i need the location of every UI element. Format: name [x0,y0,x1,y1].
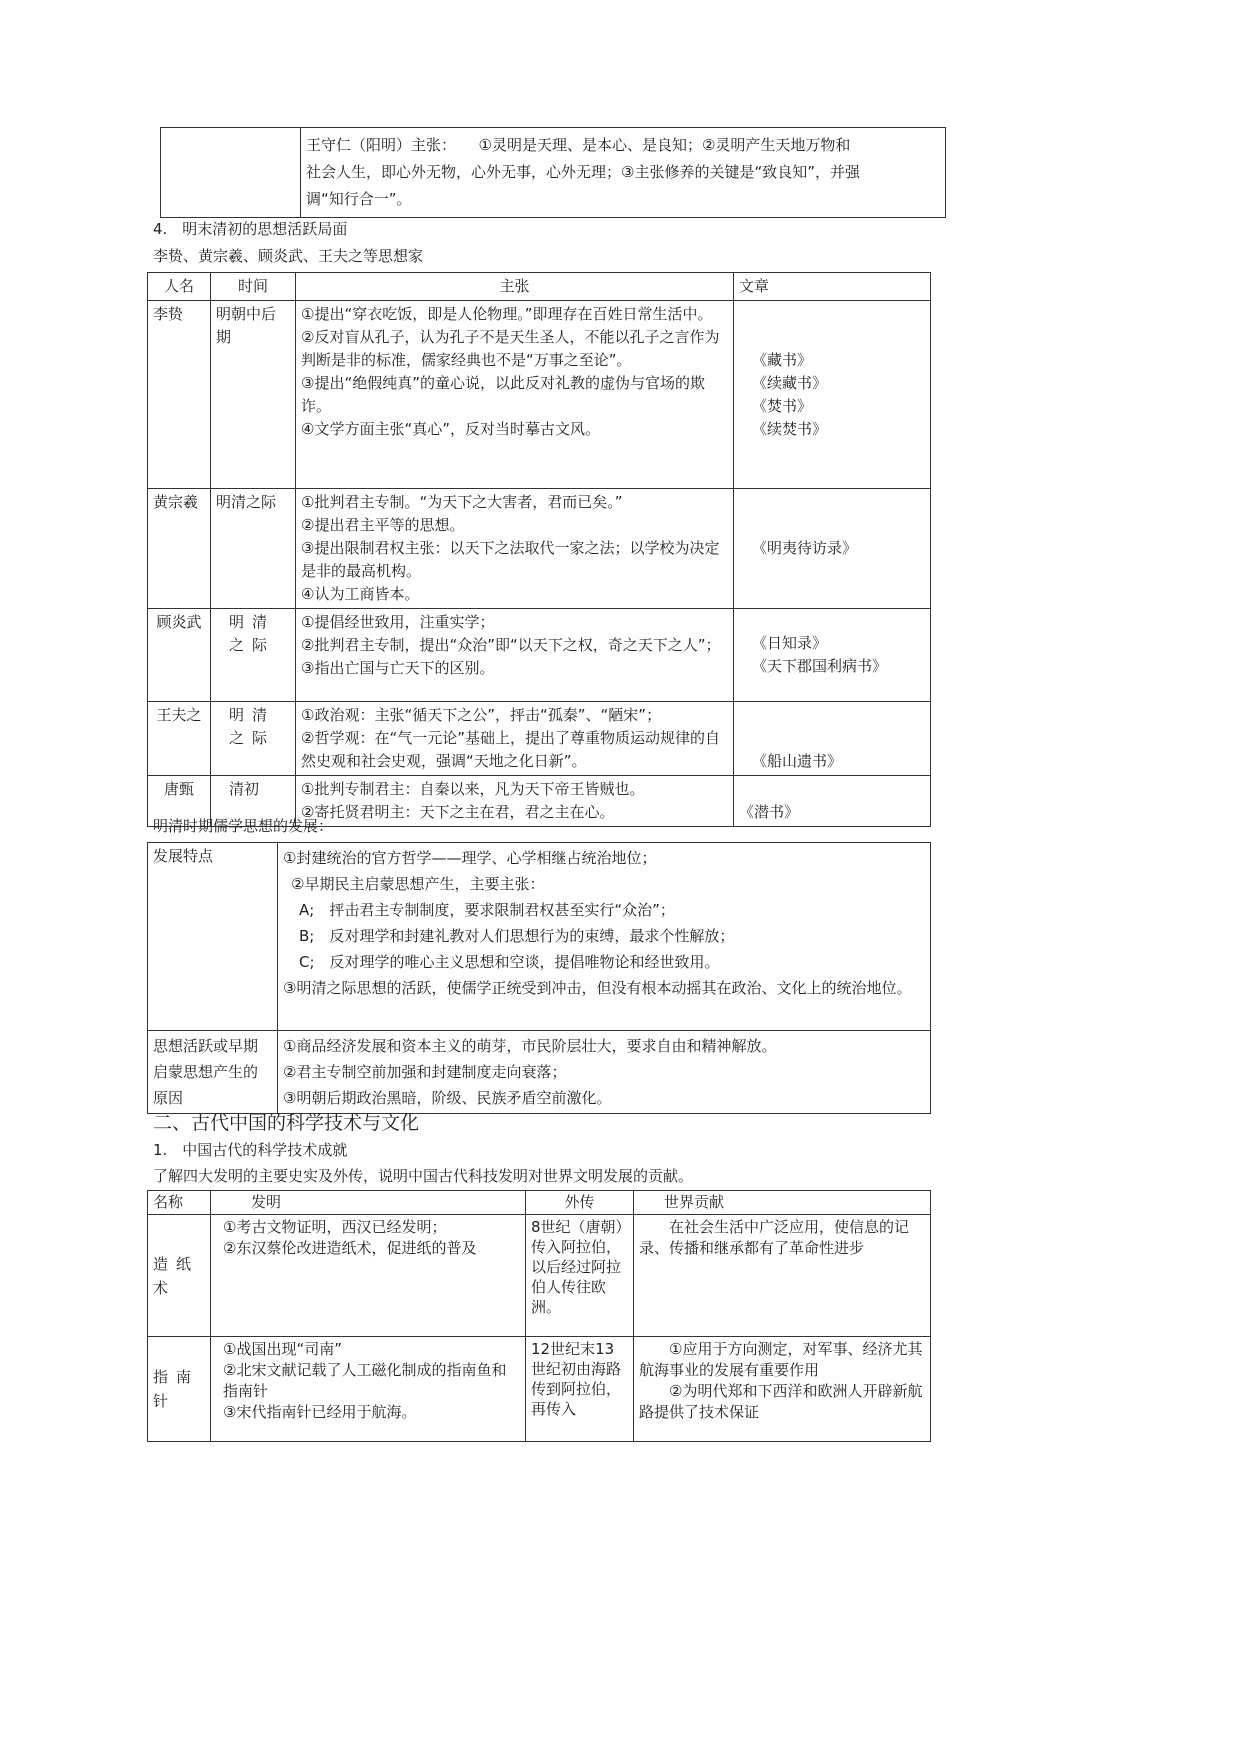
table-row [148,702,931,776]
claim: ④认为工商皆本。 [301,585,420,603]
part-heading: 二、古代中国的科学技术与文化 [153,1112,420,1134]
thinker-claims [296,776,734,827]
thinker-time: 明清之际 [211,702,296,776]
item: A; 抨击君主专制制度，要求限制君权甚至实行“众治”； [299,901,675,919]
table-row [148,1215,931,1337]
detail: ②北宋文献记载了人工磁化制成的指南鱼和指南针 [223,1361,507,1400]
work: 《焚书》 [752,396,813,415]
item: ③明清之际思想的活跃，使儒学正统受到冲击，但没有根本动摇其在政治、文化上的统治地位。 [283,979,912,997]
contribution-text [634,1337,931,1442]
claim: ④文学方面主张“真心”，反对当时摹古文风。 [301,420,600,438]
spread-text: 12世纪末13世纪初由海路传到阿拉伯，再传入 [526,1337,634,1442]
detail: ①考古文物证明，西汉已经发明； [223,1218,447,1236]
thinker-name: 王夫之 [148,702,211,776]
header-invention: 发明 [211,1191,526,1215]
thinker-name: 李贽 [148,301,211,489]
table-row [148,609,931,702]
row-items [278,1031,931,1114]
claim: ③提出限制君权主张：以天下之法取代一家之法；以学校为决定是非的最高机构。 [301,539,720,580]
invention-details [211,1215,526,1337]
work: 《船山遗书》 [752,752,843,770]
claim: ②哲学观：在“气一元论”基础上，提出了尊重物质运动规律的自然史观和社会史观，强调“天地之化日新”。 [301,729,720,770]
item: B; 反对理学和封建礼教对人们思想行为的束缚，最求个性解放； [299,927,735,945]
thinker-claims [296,609,734,702]
table-row [148,1031,931,1114]
row-items [278,843,931,1031]
thinker-claims [296,489,734,609]
contribution-text [634,1215,931,1337]
wang-shouren-table [160,127,946,218]
thinker-name: 顾炎武 [148,609,211,702]
thinkers-table [147,272,931,827]
item: ②君主专制空前加强和封建制度走向衰落； [283,1063,567,1081]
claim: ①批判君主专制。“为天下之大害者，君而已矣。” [301,493,623,511]
section-heading: 4. 明末清初的思想活跃局面 [153,220,348,238]
work: 《日知录》 [752,634,828,652]
thinker-name: 黄宗羲 [148,489,211,609]
item: ①封建统治的官方哲学——理学、心学相继占统治地位； [283,849,657,867]
invention-name: 指南针 [148,1337,211,1442]
claim: ③提出“绝假纯真”的童心说，以此反对礼教的虚伪与官场的欺诈。 [301,374,705,415]
thinker-time: 明清之际 [211,489,296,609]
header-works: 文章 [734,273,931,301]
wang-shouren-text [301,128,946,218]
thinker-claims [296,301,734,489]
work: 《续焚书》 [752,419,828,438]
table-row [148,301,931,489]
header-contribution: 世界贡献 [634,1191,931,1215]
confucian-development-table [147,842,931,1114]
inventions-table [147,1190,931,1442]
subsection-heading: 1. 中国古代的科学技术成就 [153,1141,348,1159]
item: ①商品经济发展和资本主义的萌芽，市民阶层壮大，要求自由和精神解放。 [283,1037,777,1055]
thinker-name: 唐甄 [148,776,211,827]
claim: ①提出“穿衣吃饭，即是人伦物理。”即理存在百姓日常生活中。 [301,305,713,323]
work: 《续藏书》 [752,373,828,392]
detail: ①战国出现“司南” [223,1340,342,1358]
header-spread: 外传 [526,1191,634,1215]
thinker-time: 清初 [211,776,296,827]
contribution: ①应用于方向测定，对军事、经济尤其航海事业的发展有重要作用 [639,1340,923,1379]
thinker-works [734,489,931,609]
item: ③明朝后期政治黑暗，阶级、民族矛盾空前激化。 [283,1089,612,1107]
work: 《明夷待访录》 [752,539,858,557]
text-line: 王守仁（阳明）主张： ①灵明是天理、是本心、是良知；②灵明产生天地万物和 [306,136,851,154]
section-subheading: 李贽、黄宗羲、顾炎武、王夫之等思想家 [153,247,424,265]
contribution: 在社会生活中广泛应用，使信息的记录、传播和继承都有了革命性进步 [639,1218,910,1257]
thinker-claims [296,702,734,776]
row-label: 思想活跃或早期启蒙思想产生的原因 [148,1031,278,1114]
empty-cell [161,128,301,218]
claim: ②提出君主平等的思想。 [301,516,465,534]
intro-text: 了解四大发明的主要史实及外传，说明中国古代科技发明对世界文明发展的贡献。 [153,1167,694,1185]
item: C; 反对理学的唯心主义思想和空谈，提倡唯物论和经世致用。 [299,953,720,971]
work: 《藏书》 [752,350,813,369]
invention-name: 造纸术 [148,1215,211,1337]
contribution: ②为明代郑和下西洋和欧洲人开辟新航路提供了技术保证 [639,1382,923,1421]
claim: ①批判专制君主：自秦以来，凡为天下帝王皆贼也。 [301,780,645,798]
invention-details [211,1337,526,1442]
claim: ②反对盲从孔子，认为孔子不是天生圣人，不能以孔子之言作为判断是非的标准，儒家经典也不是“万事之至论”。 [301,328,720,369]
thinker-works [734,609,931,702]
work: 《潜书》 [739,803,800,821]
claim: ③指出亡国与亡天下的区别。 [301,659,495,677]
confucian-caption: 明清时期儒学思想的发展： [153,817,334,835]
header-time: 时间 [211,273,296,301]
table-row [148,489,931,609]
claim: ①提倡经世致用，注重实学； [301,613,495,631]
detail: ②东汉蔡伦改进造纸术，促进纸的普及 [223,1239,477,1257]
detail: ③宋代指南针已经用于航海。 [223,1403,417,1421]
header-name: 人名 [148,273,211,301]
thinker-works [734,702,931,776]
thinker-works [734,776,931,827]
text-line: 调“知行合一”。 [306,190,412,208]
table-row [148,1337,931,1442]
text-line: 社会人生，即心外无物，心外无事，心外无理；③主张修养的关键是“致良知”，并强 [306,163,860,181]
thinker-time: 明清之际 [211,609,296,702]
claim: ②寄托贤君明主：天下之主在君，君之主在心。 [301,803,615,821]
claim: ①政治观：主张“循天下之公”，抨击“孤秦”、“陋宋”； [301,706,662,724]
work: 《天下郡国利病书》 [752,657,888,675]
table-row [148,843,931,1031]
spread-text: 8世纪（唐朝）传入阿拉伯，以后经过阿拉伯人传往欧洲。 [526,1215,634,1337]
thinker-time: 明朝中后期 [211,301,296,489]
claim: ②批判君主专制，提出“众治”即“以天下之权，奇之天下之人”； [301,636,721,654]
thinker-works [734,301,931,489]
header-name: 名称 [148,1191,211,1215]
header-claims: 主张 [296,273,734,301]
row-label: 发展特点 [148,843,278,1031]
item: ②早期民主启蒙思想产生，主要主张： [291,875,545,893]
